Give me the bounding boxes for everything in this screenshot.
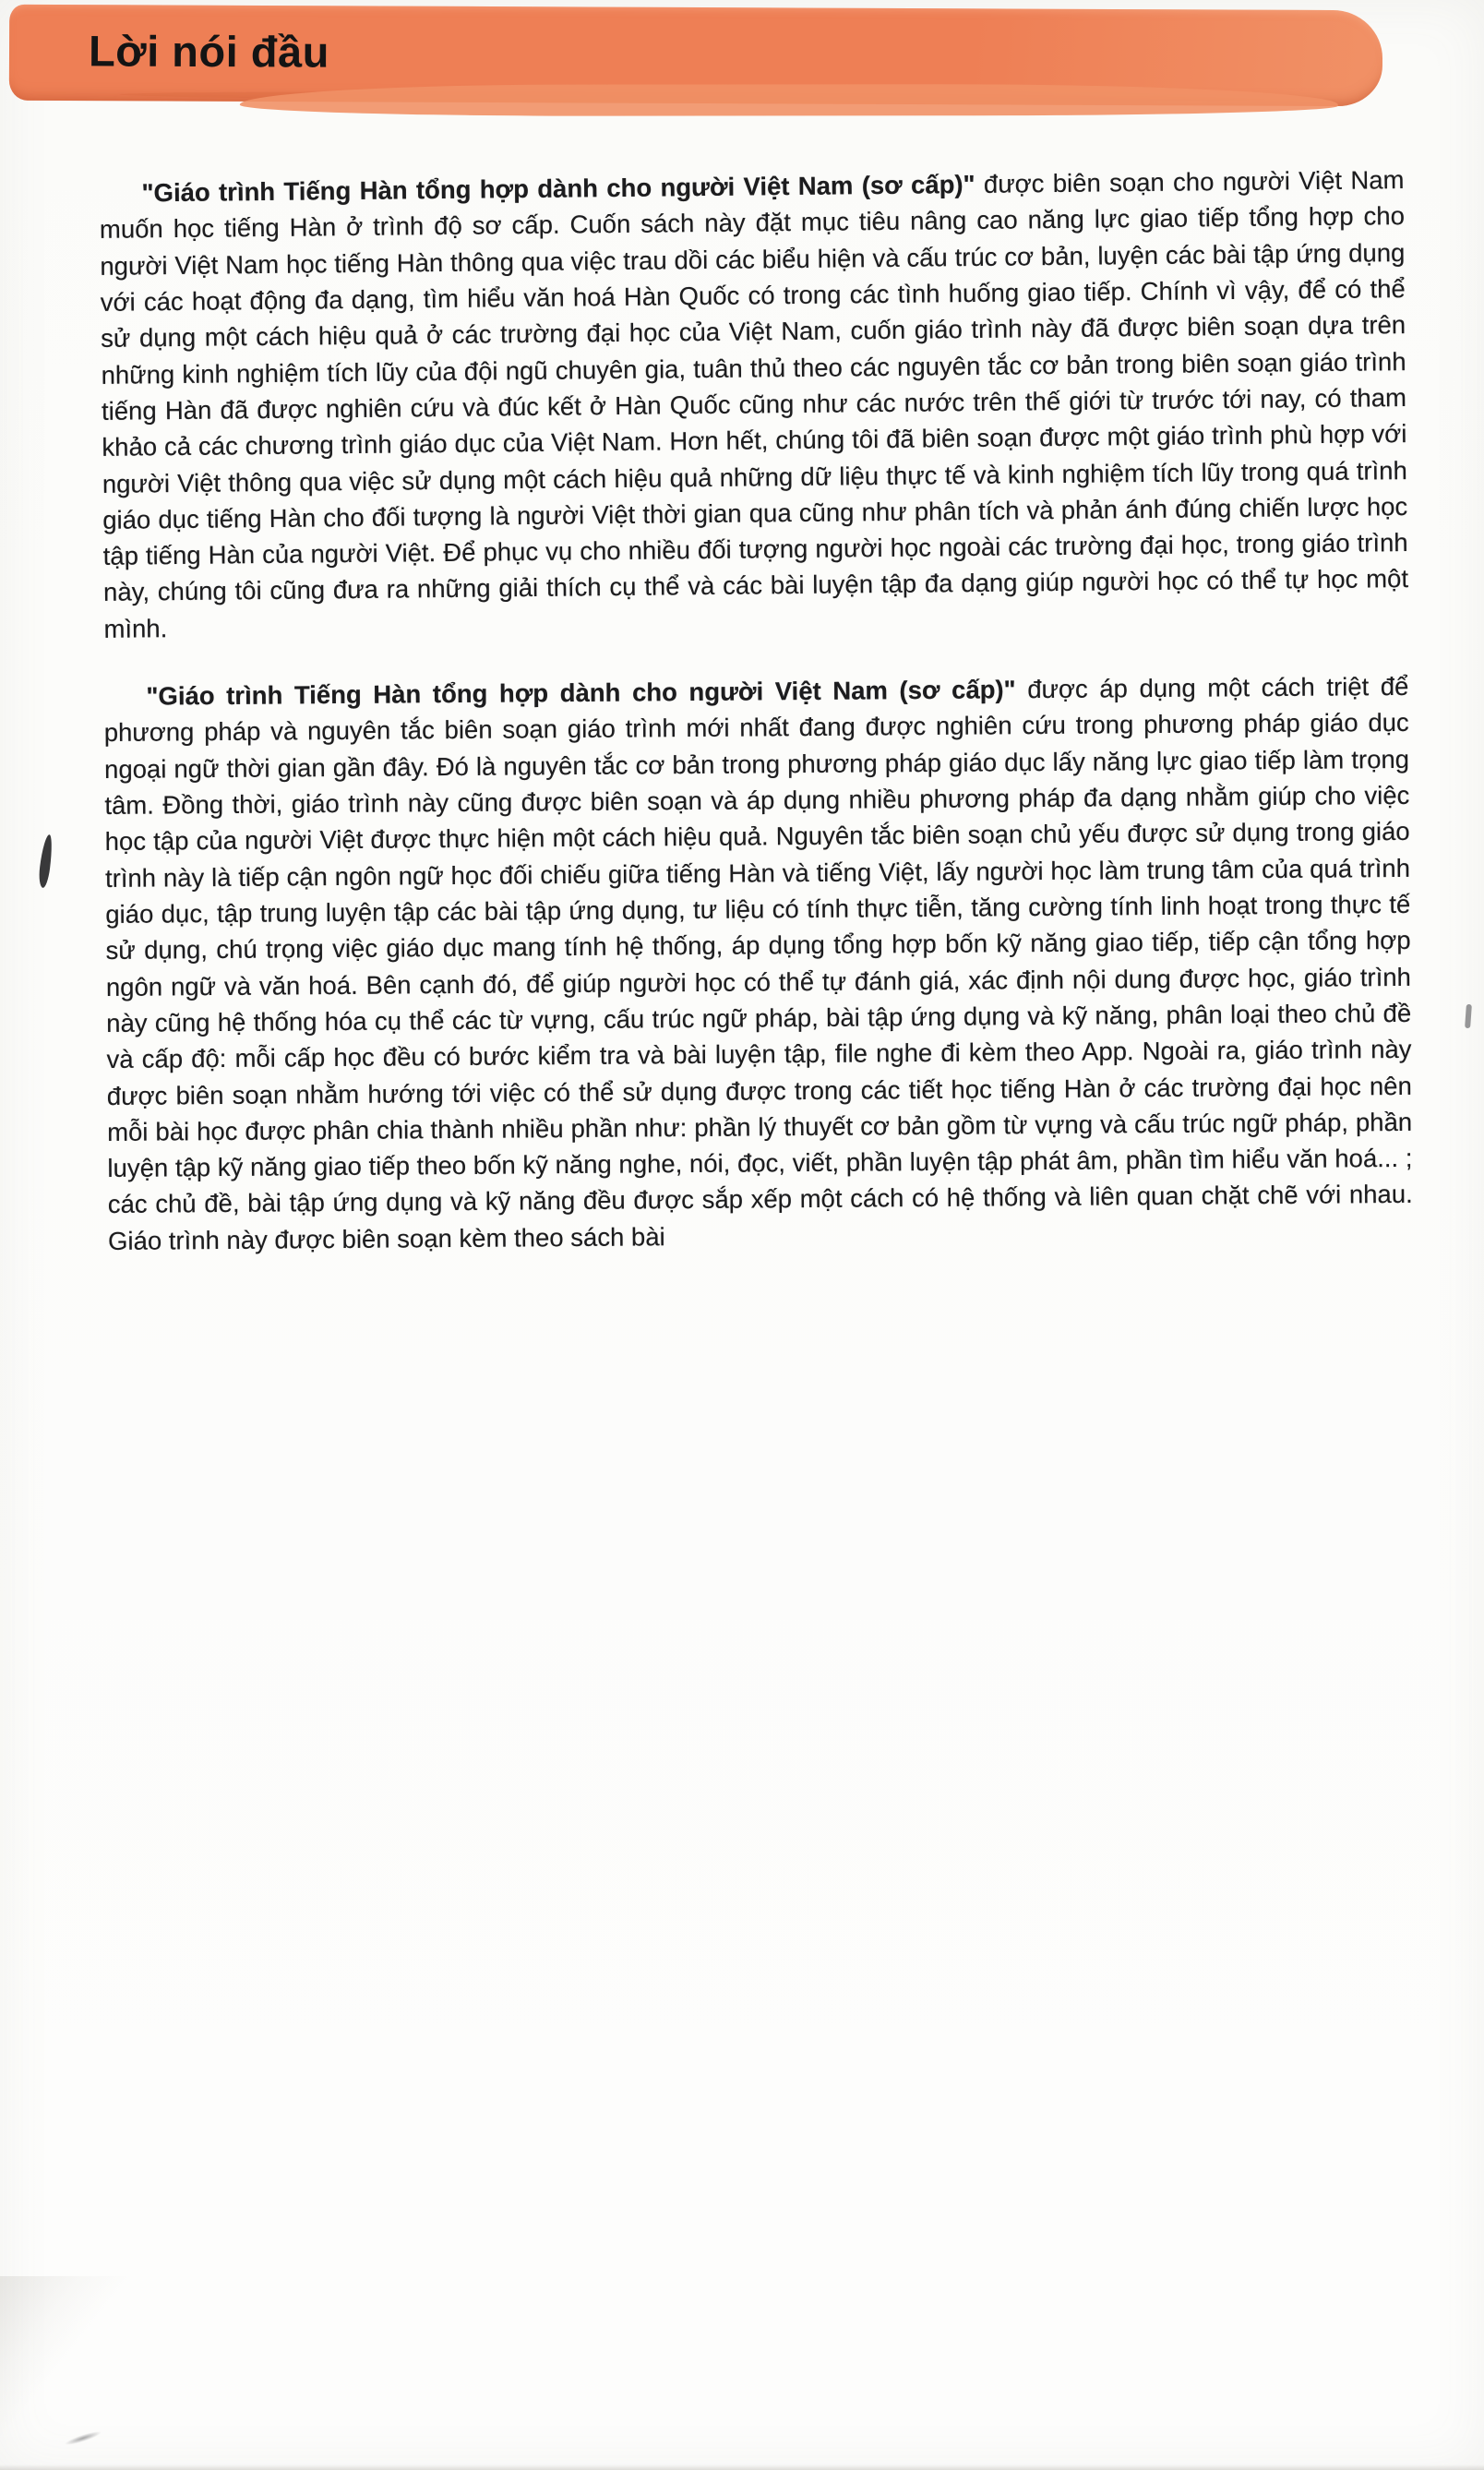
scan-artifact-bottom-edge [0, 2464, 1484, 2470]
scan-artifact-edge-mark [1465, 1004, 1472, 1028]
scan-artifact-pen-mark [38, 834, 54, 889]
book-title-quote: "Giáo trình Tiếng Hàn tổng hợp dành cho người Việt Nam (sơ cấp)" [141, 169, 975, 208]
paragraph-2-text: được áp dụng một cách triệt để phương pháp và nguyên tắc biên soạn giáo trình mới nhất đang được nghiên cứu trong phương pháp giáo dục ngoại ngữ thời gian gần đây. Đó là nguyên tắc cơ bản trong phương pháp giáo dục lấy năng lực giao tiếp làm trọng tâm. Đồng thời, giáo trình này cũng được biên soạn và áp dụng nhiều phương pháp đa dạng nhằm giúp cho việc học tập của người Việt được thực hiện một cách hiệu quả. Nguyên tắc biên soạn chủ yếu được sử dụng trong giáo trình này là tiếp cận ngôn ngữ học đối chiếu giữa tiếng Hàn và tiếng Việt, lấy người học làm trung tâm của quá trình giáo dục, tập trung luyện tập các bài tập ứng dụng, tư liệu có tính thực tiễn, tăng cường tính linh hoạt trong thực tế sử dụng, chú trọng việc giáo dục mang tính hệ thống, áp dụng tổng hợp bốn kỹ năng giao tiếp, tiếp cận tổng hợp ngôn ngữ và văn hoá. Bên cạnh đó, để giúp người học có thể tự đánh giá, xác định nội dung được học, giáo trình này cũng hệ thống hóa cụ thể các từ vựng, cấu trúc ngữ pháp, bài tập ứng dụng và kỹ năng, phân loại theo chủ đề và cấp độ: mỗi cấp học đều có bước kiểm tra và bài luyện tập, file nghe đi kèm theo App. Ngoài ra, giáo trình này được biên soạn nhằm hướng tới việc có thể sử dụng được trong các tiết học tiếng Hàn ở các trường đại học nên mỗi bài học được phân chia thành nhiều phần như: phần lý thuyết cơ bản gồm từ vựng và cấu trúc ngữ pháp, phần luyện tập kỹ năng giao tiếp theo bốn kỹ năng nghe, nói, đọc, viết, phần luyện tập phát âm, phần tìm hiểu văn hoá... ; các chủ đề, bài tập ứng dụng và kỹ năng đều được sắp xếp một cách có hệ thống và liên quan chặt chẽ với nhau. Giáo trình này được biên soạn kèm theo sách bài [103, 671, 1413, 1255]
paragraph-1-text: được biên soạn cho người Việt Nam muốn học tiếng Hàn ở trình độ sơ cấp. Cuốn sách này đặt mục tiêu nâng cao năng lực giao tiếp tổng hợp cho người Việt Nam học tiếng Hàn thông qua việc trau dồi các biểu hiện và cấu trúc cơ bản, luyện các bài tập ứng dụng với các hoạt động đa dạng, tìm hiểu văn hoá Hàn Quốc có trong các tình huống giao tiếp. Chính vì vậy, để có thể sử dụng một cách hiệu quả ở các trường đại học của Việt Nam, cuốn giáo trình này đã được biên soạn dựa trên những kinh nghiệm tích lũy của đội ngũ chuyên gia, tuân thủ theo các nguyên tắc cơ bản trong biên soạn giáo trình tiếng Hàn đã được nghiên cứu và đúc kết ở Hàn Quốc cũng như các nước trên thế giới từ trước tới nay, có tham khảo cả các chương trình giáo dục của Việt Nam. Hơn hết, chúng tôi đã biên soạn được một giáo trình phù hợp với người Việt thông qua việc sử dụng một cách hiệu quả những dữ liệu thực tế và kinh nghiệm tích lũy trong quá trình giáo dục tiếng Hàn cho đối tượng là người Việt thời gian qua cũng như phân tích và phản ánh đúng chiến lược học tập tiếng Hàn của người Việt. Để phục vụ cho nhiều đối tượng người học ngoài các trường đại học, trong giáo trình này, chúng tôi cũng đưa ra những giải thích cụ thể và các bài luyện tập đa dạng giúp người học có thể tự học một mình. [99, 165, 1409, 643]
preface-paragraph-2 [103, 668, 1413, 1259]
preface-paragraph-1 [99, 162, 1408, 647]
chapter-banner [9, 5, 1382, 106]
book-title-quote: "Giáo trình Tiếng Hàn tổng hợp dành cho người Việt Nam (sơ cấp)" [146, 675, 1016, 711]
preface-text-block [100, 163, 1413, 1292]
page-title: Lời nói đầu [88, 26, 329, 77]
